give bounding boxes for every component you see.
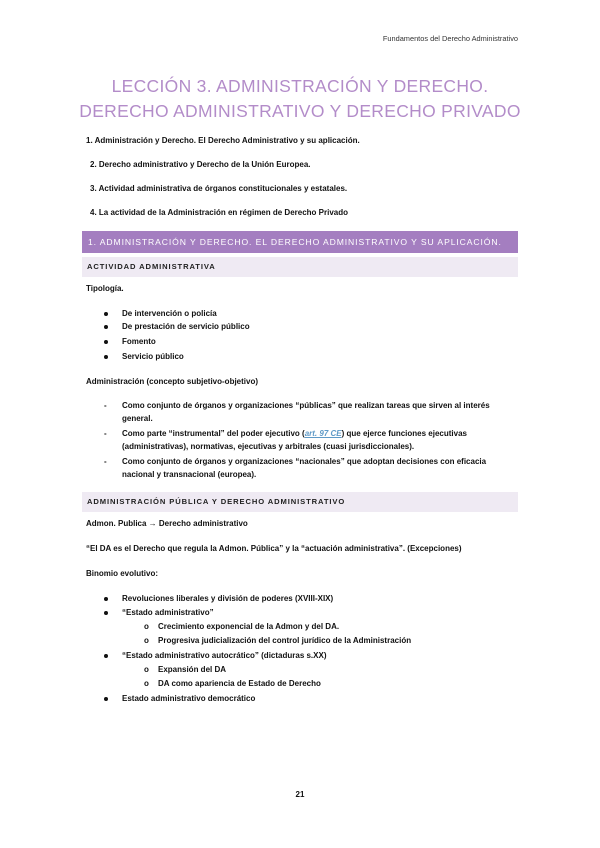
subsection-heading-administracion-publica: ADMINISTRACIÓN PÚBLICA Y DERECHO ADMINISTRATIVO — [82, 492, 518, 512]
list-item: Estado administrativo democrático — [122, 694, 255, 703]
sub-list-item: o Expansión del DA — [144, 665, 227, 674]
circle-bullet-icon: o — [144, 679, 149, 688]
administracion-label: Administración (concepto subjetivo-objetivo) — [86, 377, 259, 386]
dash-item-3-cont: nacional y transnacional (europea). — [122, 470, 257, 479]
dash-item-1-cont: general. — [122, 414, 153, 423]
list-item: “Estado administrativo autocrático” (dictaduras s.XX) — [122, 651, 327, 660]
sub-list-item: o Progresiva judicialización del control jurídico de la Administración — [144, 636, 412, 645]
bullet-dot-icon — [104, 340, 108, 344]
section-heading-1: 1. ADMINISTRACIÓN Y DERECHO. EL DERECHO ADMINISTRATIVO Y SU APLICACIÓN. — [82, 231, 518, 253]
toc-item-1: 1. Administración y Derecho. El Derecho Administrativo y su aplicación. — [86, 136, 360, 145]
toc-item-4: 4. La actividad de la Administración en régimen de Derecho Privado — [90, 208, 349, 217]
toc-item-3: 3. Actividad administrativa de órganos constitucionales y estatales. — [90, 184, 348, 193]
dash-icon: - — [104, 429, 107, 438]
dash-icon: - — [104, 401, 107, 410]
running-header: Fundamentos del Derecho Administrativo — [382, 34, 518, 43]
sub-list-item: o DA como apariencia de Estado de Derecho — [144, 679, 321, 688]
toc-item-2: 2. Derecho administrativo y Derecho de la Unión Europea. — [90, 160, 311, 169]
list-item: De prestación de servicio público — [122, 322, 250, 331]
circle-bullet-icon: o — [144, 665, 149, 674]
binomio-label: Binomio evolutivo: — [86, 569, 158, 578]
list-item: “Estado administrativo” — [122, 608, 214, 617]
dash-item-2: - Como parte “instrumental” del poder ejecutivo (art. 97 CE) que ejerce funciones ejecutivas — [104, 429, 467, 438]
bullet-dot-icon — [104, 697, 108, 701]
bullet-dot-icon — [104, 312, 108, 316]
bullet-dot-icon — [104, 325, 108, 329]
page-title-line-2: DERECHO ADMINISTRATIVO Y DERECHO PRIVADO — [79, 101, 521, 121]
list-item: Revoluciones liberales y división de poderes (XVIII-XIX) — [122, 594, 333, 603]
dash-item-2-cont: (administrativas), normativas, ejecutivas y arbitrales (cuasi jurisdiccionales). — [122, 442, 415, 451]
list-item: Servicio público — [122, 352, 184, 361]
tipologia-label: Tipología. — [86, 284, 124, 293]
subsection-heading-actividad: ACTIVIDAD ADMINISTRATIVA — [82, 257, 518, 277]
list-item: De intervención o policía — [122, 309, 217, 318]
circle-bullet-icon: o — [144, 636, 149, 645]
article-link[interactable]: art. 97 CE — [304, 429, 342, 438]
page-title-line-1: LECCIÓN 3. ADMINISTRACIÓN Y DERECHO. — [111, 76, 489, 96]
dash-item-3: - Como conjunto de órganos y organizaciones “nacionales” que adoptan decisiones con eficacia — [104, 457, 487, 466]
sub-list-item: o Crecimiento exponencial de la Admon y del DA. — [144, 622, 340, 631]
bullet-dot-icon — [104, 611, 108, 615]
list-item: Fomento — [122, 337, 156, 346]
circle-bullet-icon: o — [144, 622, 149, 631]
dash-item-1: - Como conjunto de órganos y organizaciones “públicas” que realizan tareas que sirven al interés — [104, 401, 490, 410]
page-number: 21 — [295, 790, 305, 799]
quote-line: “El DA es el Derecho que regula la Admon. Pública” y la “actuación administrativa”. (Excepciones) — [86, 544, 462, 553]
dash-icon: - — [104, 457, 107, 466]
admon-line: Admon. Publica → Derecho administrativo — [86, 519, 248, 528]
bullet-dot-icon — [104, 355, 108, 359]
bullet-dot-icon — [104, 654, 108, 658]
bullet-dot-icon — [104, 597, 108, 601]
